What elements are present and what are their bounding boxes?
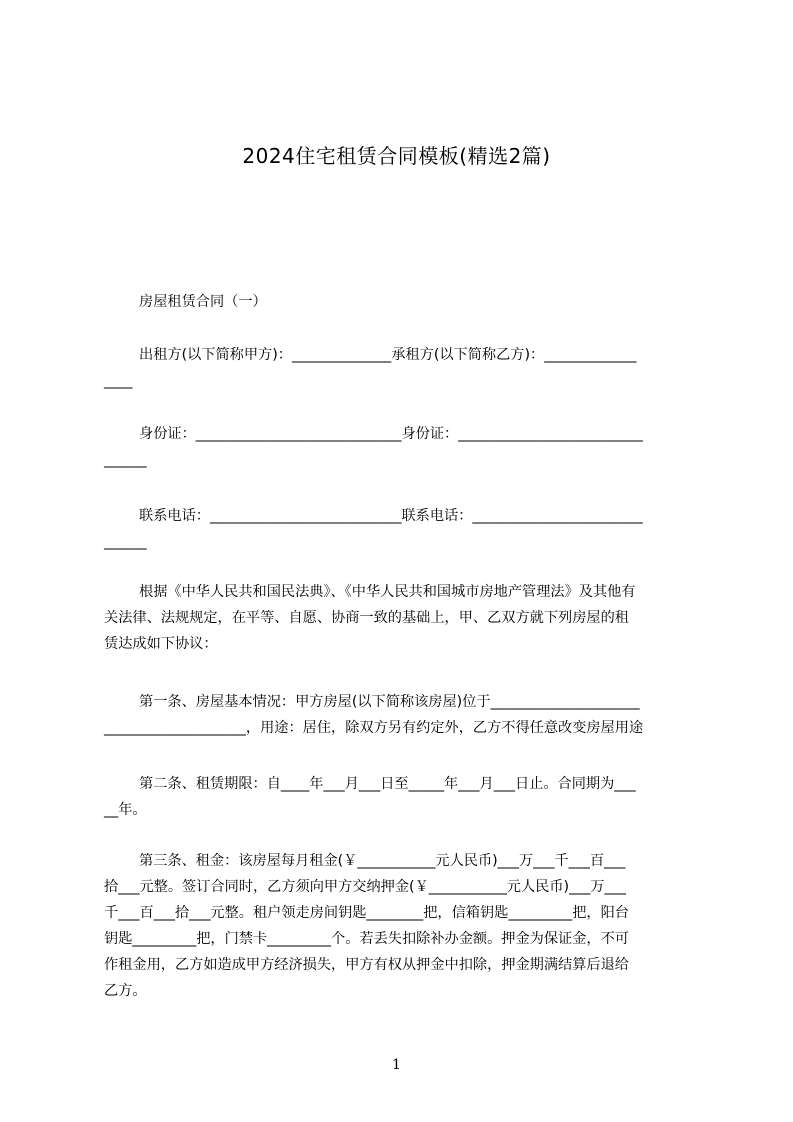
paragraph-line: 千___百___拾___元整。租户领走房间钥匙________把，信箱钥匙_________把，阳台	[104, 905, 629, 921]
paragraph-line: 第三条、租金：该房屋每月租金(￥___________元人民币)___万___千___百___	[139, 853, 626, 869]
paragraph-line: ____	[104, 373, 133, 389]
paragraph-line: 关法律、法规规定，在平等、自愿、协商一致的基础上，甲、乙双方就下列房屋的租	[104, 610, 629, 626]
page-number: 1	[392, 1057, 401, 1073]
paragraph-line: 第二条、租赁期限：自____年___月___日至_____年___月___日止。合同期为___	[139, 776, 636, 792]
paragraph-article-2	[104, 771, 701, 823]
document-title: 2024住宅租赁合同模板(精选2篇)	[242, 144, 551, 168]
paragraph-line: 第一条、房屋基本情况：甲方房屋(以下简称该房屋)位于_____________________	[139, 694, 640, 710]
paragraph-line: 根据《中华人民共和国民法典》、《中华人民共和国城市房地产管理法》及其他有	[139, 584, 636, 600]
paragraph-line: ______	[104, 534, 147, 550]
paragraph-article-3	[104, 848, 701, 1004]
paragraph-line: 出租方(以下简称甲方)：______________承租方(以下简称乙方)：_____________	[139, 347, 637, 363]
paragraph-legal-basis	[104, 579, 701, 657]
paragraph-line: ____________________，用途：居住，除双方另有约定外，乙方不得任意改变房屋用途	[104, 720, 644, 736]
paragraph-line: 赁达成如下协议：	[104, 636, 218, 652]
section-heading	[104, 289, 701, 315]
paragraph-line: 钥匙_________把，门禁卡_________个。若丢失扣除补办金额。押金为保证金，不可	[104, 931, 629, 947]
paragraph-line: __年。	[104, 802, 147, 818]
paragraph-parties	[104, 342, 701, 394]
paragraph-line: 联系电话：___________________________联系电话：________________________	[139, 508, 643, 524]
paragraph-line: ______	[104, 452, 147, 468]
paragraph-article-1	[104, 689, 701, 741]
paragraph-line: 乙方。	[104, 983, 147, 999]
paragraph-line: 拾___元整。签订合同时，乙方须向甲方交纳押金(￥___________元人民币)___万___	[104, 879, 626, 895]
paragraph-line: 身份证：_____________________________身份证：__________________________	[139, 426, 643, 442]
paragraph-id-numbers	[104, 421, 701, 473]
section-heading-text: 房屋租赁合同（一）	[139, 294, 267, 310]
paragraph-phone-numbers	[104, 503, 701, 555]
paragraph-line: 作租金用，乙方如造成甲方经济损失，甲方有权从押金中扣除，押金期满结算后退给	[104, 957, 629, 973]
